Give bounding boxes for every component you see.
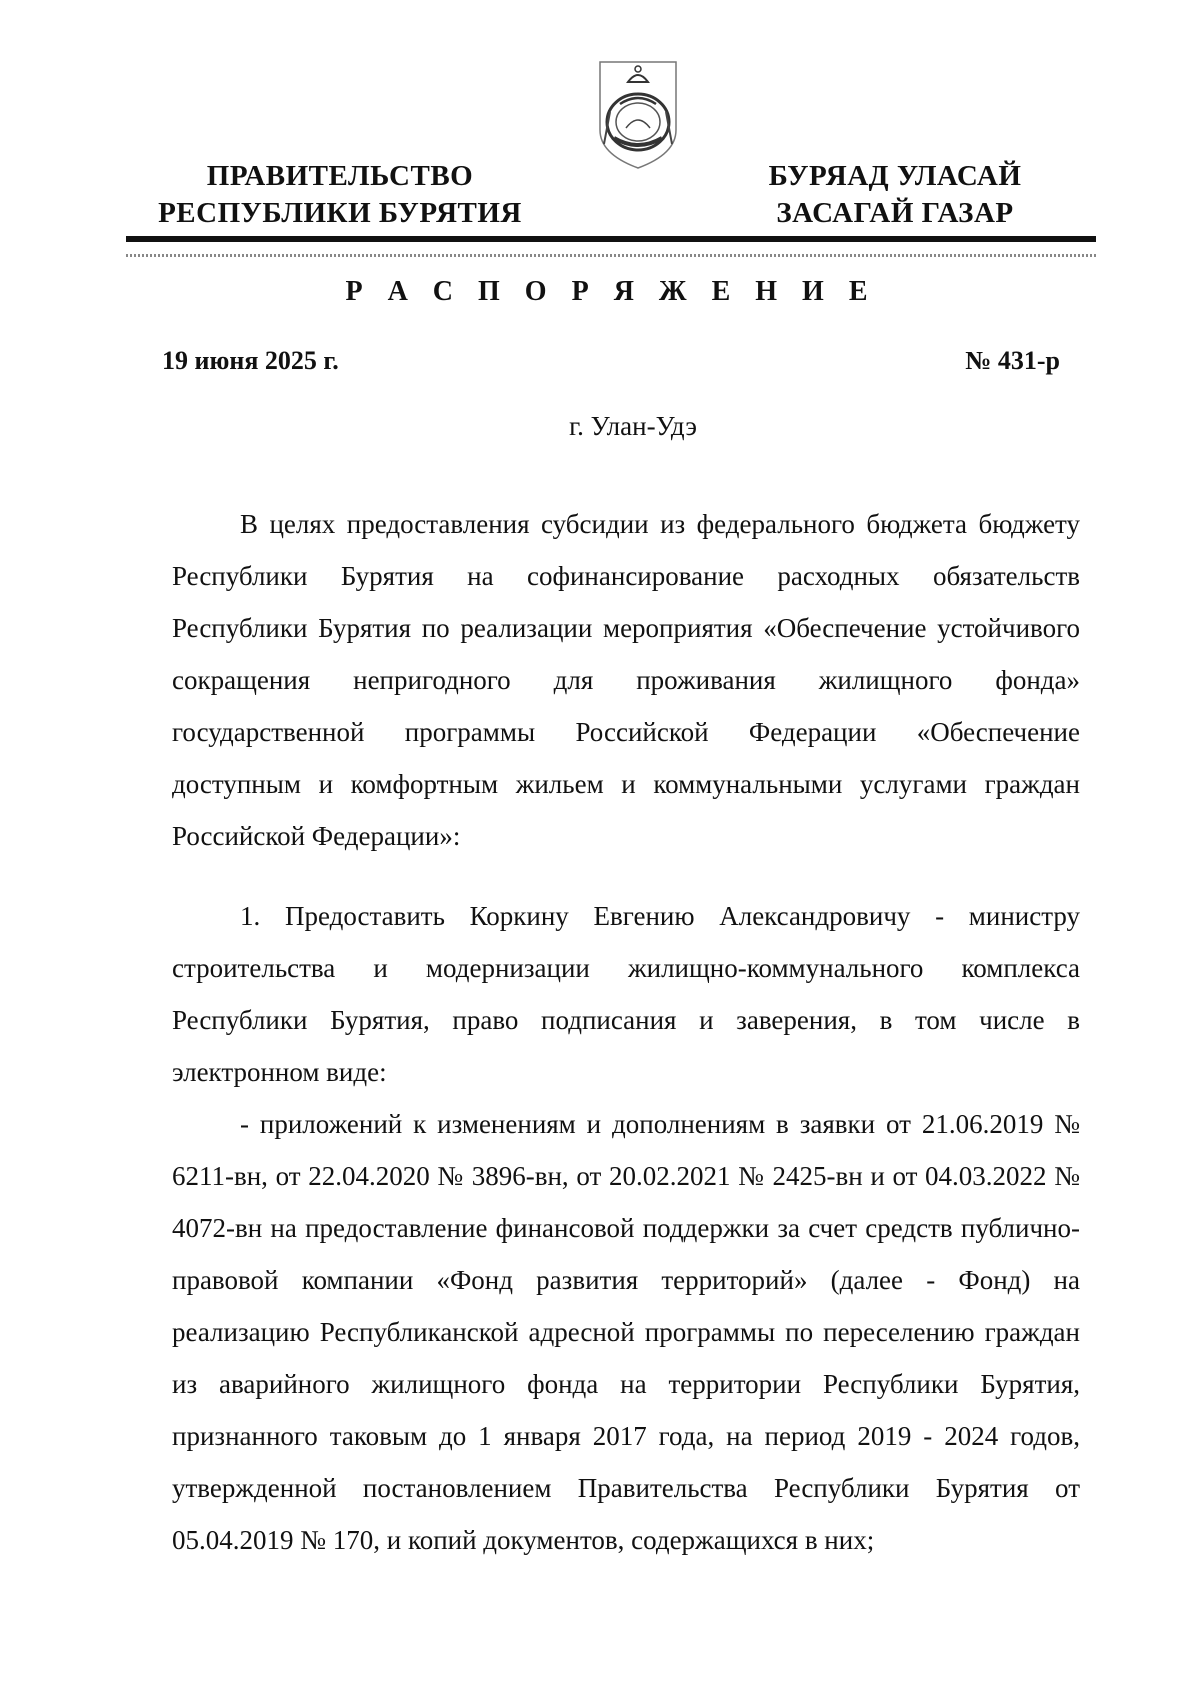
header-divider-thick [126,236,1096,242]
item-1-paragraph: 1. Предоставить Коркину Евгению Александровичу - министру строительства и модернизации жилищно-коммунального комплекса Республики Бурятия, право подписания и заверения, в том числе в электронном виде: [172,901,1080,1087]
coat-of-arms-icon [590,52,686,172]
document-place: г. Улан-Удэ [569,411,697,441]
header-divider-thin [126,254,1096,257]
org-name-buryat-line1: БУРЯАД УЛАСАЙ [768,160,1022,192]
document-number: № 431-р [965,346,1060,375]
item-1-subitem-paragraph: - приложений к изменениям и дополнениям в заявки от 21.06.2019 № 6211-вн, от 22.04.2020 № 3896-вн, от 20.02.2021 № 2425-вн и от 04.03.2022 № 4072-вн на предоставление финансовой поддержки за счет средств публично-правовой компании «Фонд развития территорий» (далее - Фонд) на реализацию Республиканской адресной программы по переселению граждан из аварийного жилищного фонда на территории Республики Бурятия, признанного таковым до 1 января 2017 года, на период 2019 - 2024 годов, утвержденной постановлением Правительства Республики Бурятия от 05.04.2019 № 170, и копий документов, содержащихся в них; [172,1109,1080,1555]
org-name-russian-line1: ПРАВИТЕЛЬСТВО [206,160,474,192]
org-name-russian [150,158,530,232]
org-name-russian-line2: РЕСПУБЛИКИ БУРЯТИЯ [158,197,522,229]
preamble-paragraph: В целях предоставления субсидии из федерального бюджета бюджету Республики Бурятия на софинансирование расходных обязательств Республики Бурятия по реализации мероприятия «Обеспечение устойчивого сокращения непригодного для проживания жилищного фонда» государственной программы Российской Федерации «Обеспечение доступным и комфортным жильем и коммунальными услугами граждан Российской Федерации»: [172,509,1080,851]
document-type-title: Р А С П О Р Я Ж Е Н И Е [345,276,877,307]
org-name-buryat-line2: ЗАСАГАЙ ГАЗАР [776,197,1014,229]
org-name-buryat [740,158,1050,232]
document-date: 19 июня 2025 г. [162,346,339,375]
